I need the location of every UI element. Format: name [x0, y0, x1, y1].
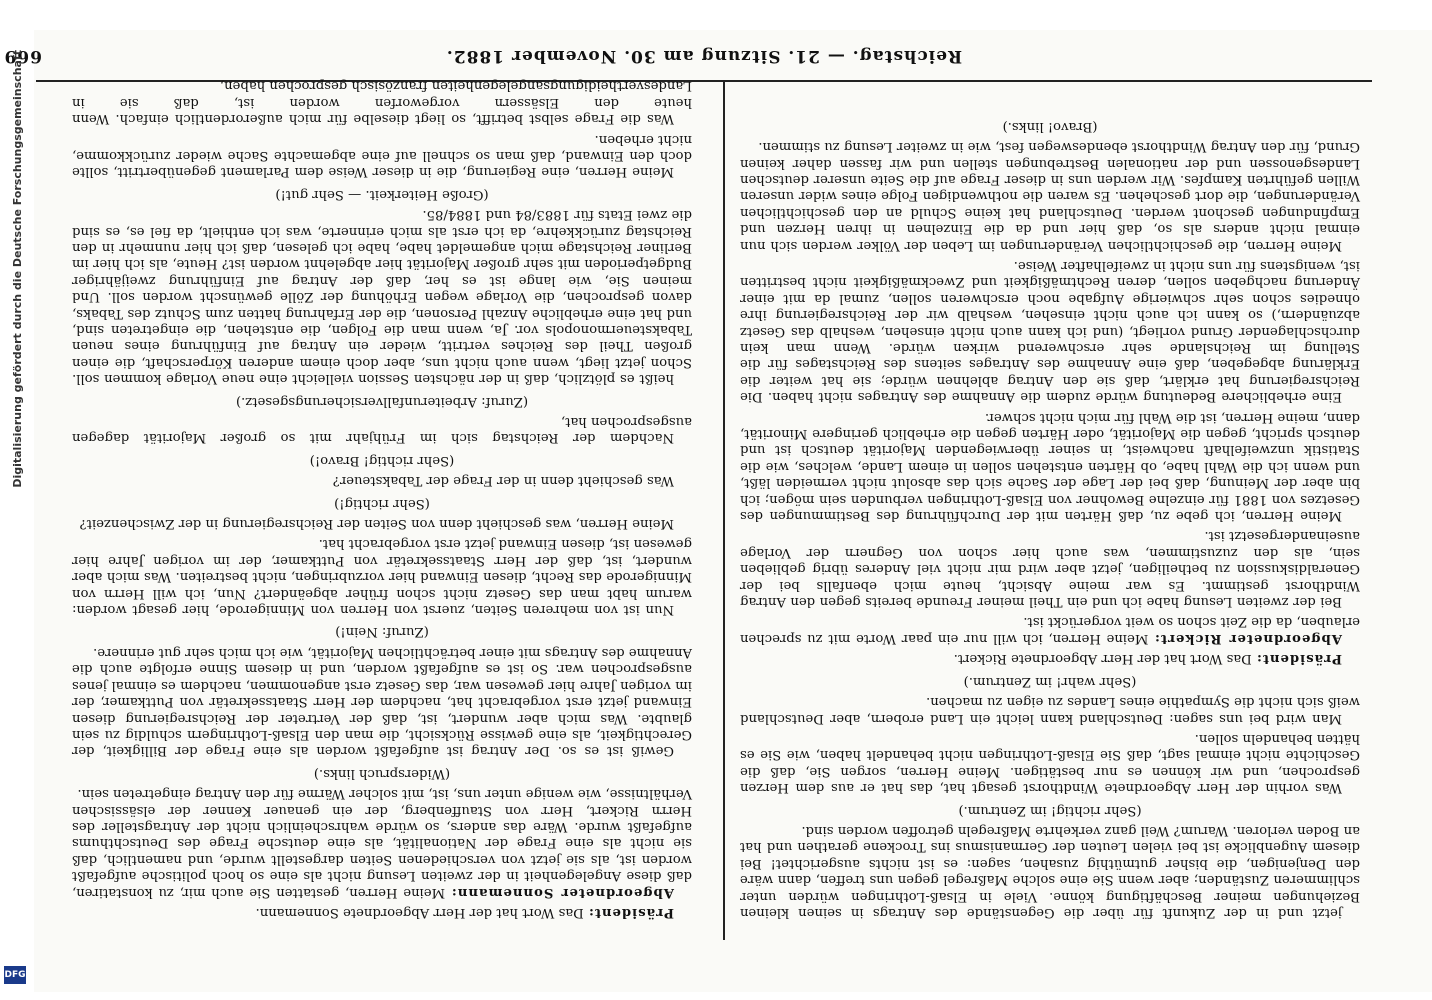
paragraph: Gewiß ist es so. Der Antrag ist aufgefaßt worden als eine Frage der Billigkeit, der Gerechtigkeit, als eine gewisse Rücksicht, die man den Elsaß-Lothringern schuldig zu sein glaubte. Was mich aber wundert, ist, daß der Vertreter der Reichsregierung diesen Einwand jetzt erst vorgebracht hat, nachdem der Herr Staatssekretär von Puttkamer, der im vorigen Jahre hier gewesen war, das Gesetz erst angenommen, nachdem es einmal jenes ausgesprochen war. So ist es aufgefaßt worden, und in diesem Sinne erfolgte auch die Annahme des Antrags mit einer beträchtlichen Majorität, wie ich mich sehr gut erinnere. [72, 644, 692, 759]
paragraph: Meine Herren, ich gebe zu, daß Härten mit der Durchführung des Bestimmungen des Gesetzes von 1881 für einzelne Bewohner von Elsaß-Lothringen verbunden sein mögen; ich bin aber der Meinung, daß bei der Lage der Sache sich das absolut nicht vermeiden läßt, und wenn ich die Wahl habe, ob Härten entstehen sollen in einem Lande, welches, wie die Statistik unzweifelhaft nachweist, in seiner überwiegenden Majorität deutsch ist und deutsch spricht, gegen die Majorität, oder Härten gegen die erheblich geringere Minorität, dann, meine Herren, ist die Wahl für mich nicht schwer. [740, 409, 1360, 524]
speaker-paragraph [740, 613, 1360, 646]
speaker-paragraph [740, 650, 1360, 666]
paragraph: Meine Herren, die geschichtlichen Veränderungen im Leben der Völker werden sich nun einmal nicht anders als so, daß hier und da die Einzelnen in ihren Herzen und Empfindungen geschont werden. Deutschland hat keine Schuld an den geschichtlichen Veränderungen, die dort geschehen. Es waren die nothwendigen Folge eines wider unseren Willen geführten Kampfes. Wir werden uns in dieser Frage auf die Seite unserer deutschen Landesgenossen und der nationalen Bestrebungen stellen und wir fassen daher keinen Grund, für den Antrag Windthorst ebendeswegen fest, wie in zweiter Lesung zu stimmen. [740, 139, 1360, 253]
paragraph: jetzt und in der Zukunft für über die Gegenstände des Antrags in seinen kleinen Beziehungen meiner Beschäftigung könne. Viele in Elsaß-Lothringen würden unter schlimmeren Zuständen; aber wenn Sie eine solche Maßregel gegen uns treffen, dann wäre den Denjenigen, die bisher gutmüthig zusahen, sagen: es ist nichts ausgerichtet! Bei diesem Augenblicke ist bei vielen Leuten der Germanismus ins Trockene gerathen und hat an Boden verloren. Warum? Weil ganz verkehrte Maßregeln getroffen worden sind. [740, 822, 1360, 920]
speech-text: Das Wort hat der Herr Abgeordnete Sonnemann. [255, 905, 588, 920]
column-divider [723, 82, 725, 940]
speaker-paragraph [72, 904, 692, 920]
interjection: (Sehr richtig!) [334, 495, 430, 511]
speech-text: Meine Herren, ich will nur ein paar Worte mit zu sprechen erlauben, da die Zeit schon so weit vorgerückt ist. [740, 614, 1360, 646]
paragraph: Meine Herren, was geschieht denn von Seiten der Reichsregierung in der Zwischenzeit? [79, 516, 674, 532]
left-column [740, 90, 1360, 920]
paragraph: heißt es plötzlich, daß in der nächsten Session vielleicht eine neue Vorlage kommen soll. Schon jetzt liegt, wenn auch nicht uns, aber doch einem anderen Körperschaft, die einen großen Theil des Reiches vertritt, wieder ein Antrag auf Einführung eines neuen Tabaksteuermonopols vor. Ja, wenn man die Folgen, die entstehen, die eingetreten sind, und hat eine erhebliche Anzahl Personen, die der Erfahrung hatten zum Schutz des Tabaks, davon gesprochen, die Vorlage wegen Erhöhung der Zölle gewünscht worden soll. Und meinen Sie, wie lange ist es her, daß der Antrag auf Einführung zweijähriger Budgetperioden mit sehr großer Majorität hier abgelehnt worden ist? Heute, als ich hier im Berliner Reichstage mich angemeldet habe, habe ich gelesen, daß ich hier nunmehr in den Reichstag zurückkehre, da ich erst als mich erinnerte, was ich enthielt, da fiel es, es sind die zwei Etats für 1883/84 und 1884/85. [72, 207, 692, 387]
paragraph: Man wird bei uns sagen: Deutschland kann leicht ein Land erobern, aber Deutschland weiß sich nicht die Sympathie eines Landes zu eigen zu machen. [740, 694, 1360, 726]
paragraph: Eine erheblichere Bedeutung würde zudem die Annahme des Antrages nicht haben. Die Reichsregierung hat erklärt, daß sie den Antrag ablehnen würde; sie hat weiter die Erklärung abgegeben, daß eine Annahme des Antrages seitens des Reichstages für die Stellung im Reichslande sehr erschwerend wirken würde. Wenn man kein durchschlagender Grund vorliegt, (und ich kann auch nicht einsehen, weshalb das Gesetz abzuändern,) so kann ich auch nicht einsehen, weshalb wir der Reichsregierung ihre ohnedies schon sehr schwierige Aufgabe noch erschweren sollen, zumal da mit einer Änderung nachgeben sollen, deren Rechtmäßigkeit und Zweckmäßigkeit nicht bestritten ist, wenigstens für uns nicht in zweifelhafter Weise. [740, 257, 1360, 405]
digitization-note [6, 10, 30, 990]
paragraph: Was vorhin der Herr Abgeordnete Windthorst gesagt hat, das hat er aus dem Herzen gesprochen, und wir können es nur bestätigen. Meine Herren, sorgen Sie, daß die Geschichte nicht einmal sagt, daß Sie Elsaß-Lothringen nicht behandelt haben, wie Sie es hätten behandeln sollen. [740, 730, 1360, 796]
speaker-name: Präsident: [1255, 651, 1342, 667]
speech-text: Das Wort hat der Herr Abgeordnete Rickert. [953, 651, 1256, 667]
interjection: (Sehr wahr! im Zentrum.) [963, 673, 1137, 689]
page-header [3, 26, 1372, 66]
interjection: (Zuruf: Arbeiterunfallversicherungsgesetz.) [235, 393, 529, 409]
speech-text: Meine Herren, gestatten Sie auch mir, zu konstatiren, daß diese Angelegenheit in der zweiten Lesung nicht als eine so hoch politische aufgefaßt worden ist, als sie jetzt von verschiedenen Seiten dargestellt wurde, und namentlich, daß sie nicht als eine Frage der Nationalität, als eine deutsche Frage des Deutschthums aufgefaßt wurde. Wäre das anders, so würde wahrscheinlich nicht der Antragsteller des Herrn Rickert, Herr von Stauffenberg, der ein genauer Kenner der elsässischen Verhältnisse, wie wenige unter uns, ist, mit solcher Wärme für den Antrag eingetreten sein. [72, 786, 692, 900]
paragraph: Meine Herren, eine Regierung, die in dieser Weise dem Parlament gegenübertritt, sollte doch den Einwand, daß man so schnell auf eine abgemachte Sache wieder zurückkomme, nicht erheben. [72, 131, 692, 180]
paragraph: Bei der zweiten Lesung habe ich und ein Theil meiner Freunde bereits gegen den Antrag Windthorst gestimmt. Es war meine Absicht, heute mich ebenfalls bei der Generaldiskussion zu betheiligen, jetzt aber wird mir nicht viel Anderes übrig geblieben sein, als den zuzustimmen, was auch hier schon von Gegnern der Vorlage auseinandergesetzt ist. [740, 528, 1360, 610]
speaker-paragraph [72, 785, 692, 900]
interjection: (Bravo! links.) [1002, 118, 1098, 134]
paragraph: Nachdem der Reichstag sich im Frühjahr mit so großer Majorität dagegen ausgesprochen hat, [72, 414, 692, 446]
paragraph: Nun ist von mehreren Seiten, zuerst von Herren von Minnigerode, hier gesagt worden: warum habt man das Gesetz nicht schon früher abgeändert? Nun, ich will Herrn von Minnigerode das Recht, diesen Einwand hier vorzubringen, nicht bestreiten. Was mich aber wundert, ist, daß der Herr Staatssekretär von Puttkamer, der im vorigen Jahre hier gewesen ist, diesen Einwand jetzt erst vorgebracht hat. [72, 536, 692, 618]
speaker-name: Abgeordneter Sonnemann: [450, 884, 674, 900]
digitization-note-text: Digitalisierung gefördert durch die Deutsche Forschungsgemeinschaft [11, 50, 24, 488]
speaker-name: Abgeordneter Rickert: [1154, 630, 1342, 646]
page-number: 669 [3, 46, 42, 66]
interjection: (Große Heiterkeit. — Sehr gut!) [275, 186, 489, 202]
interjection: (Sehr richtig! im Zentrum.) [958, 802, 1142, 818]
right-column [72, 78, 692, 920]
interjection: (Sehr richtig! Bravo!) [309, 452, 455, 468]
paragraph: Was geschieht denn in der Frage der Tabaksteuer? [332, 473, 674, 489]
paragraph: Was die Frage selbst betrifft, so liegt dieselbe für mich außerordentlich einfach. Wenn heute den Elsässern vorgeworfen worden ist, daß sie in Landesvertheidigungsangelegenheiten französisch gesprochen haben, [72, 78, 692, 127]
running-title-text: Reichstag. — 21. Sitzung am 30. November 1882. [445, 46, 963, 66]
speaker-name: Präsident: [587, 905, 674, 920]
running-title [36, 46, 1372, 66]
interjection: (Zuruf: Nein!) [335, 624, 429, 640]
dfg-logo: DFG [4, 966, 26, 984]
interjection: (Widerspruch links.) [313, 765, 451, 781]
